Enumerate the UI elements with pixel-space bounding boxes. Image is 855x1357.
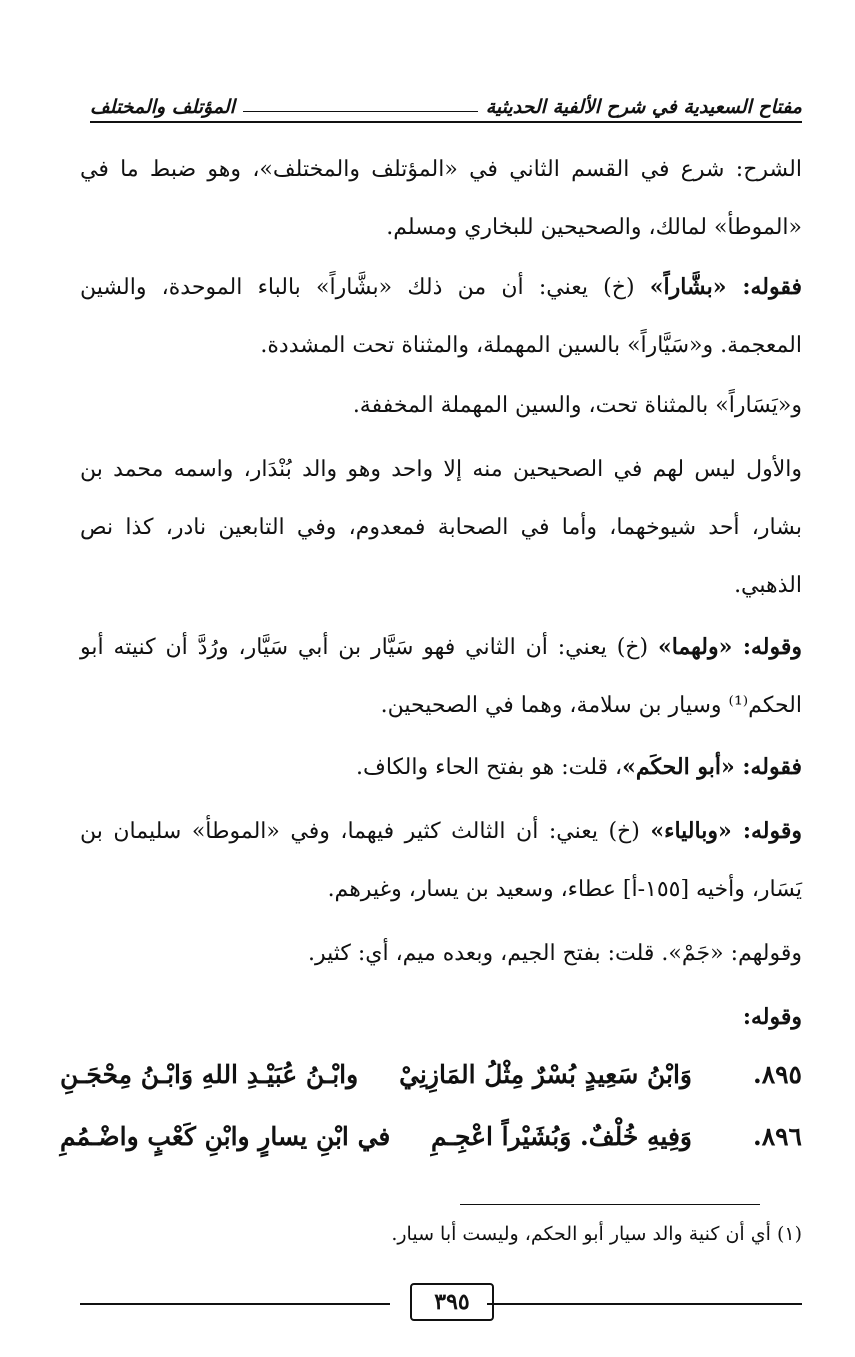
footnote: (١) أي أن كنية والد سيار أبو الحكم، وليست أبا سيار. (391, 1223, 802, 1245)
page-footer (80, 1283, 802, 1323)
section-title: المؤتلف والمختلف (90, 96, 235, 118)
running-header (90, 82, 802, 118)
paragraph-bashar: فقوله: «بشَّاراً» (خ) يعني: أن من ذلك «بشَّاراً» بالباء الموحدة، والشين المعجمة. و«سَيَّاراً» بالسين المهملة، والمثناة تحت المشددة. (80, 274, 802, 358)
paragraph-verse-intro: وقوله: (742, 1004, 802, 1030)
footer-rule-left (80, 1303, 390, 1305)
verse-second-hemistich: في ابْنِ يسارٍ وابْنِ كَعْبٍ واضْـمُمِ (60, 1122, 391, 1151)
verse-second-hemistich: وابْـنُ عُبَيْـدِ اللهِ وَابْـنُ مِحْجَـنِ (60, 1060, 359, 1089)
header-dash-rule (243, 111, 478, 112)
verse-first-hemistich: وَفِيهِ خُلْفٌ. وَبُشَيْراً اعْجِـمِ (431, 1122, 692, 1151)
header-divider (90, 121, 802, 123)
paragraph-first-name: والأول ليس لهم في الصحيحين منه إلا واحد وهو والد بُنْدَار، واسمه محمد بن بشار، أحد شيوخهما، وأما في الصحابة فمعدوم، وفي التابعين نادر، كذا نص الذهبي. (80, 457, 802, 598)
paragraph-commentary-intro: الشرح: شرع في القسم الثاني في «المؤتلف والمختلف»، وهو ضبط ما في «الموطأ» لمالك، والصحيحين للبخاري ومسلم. (80, 157, 802, 240)
verse-895 (60, 1060, 802, 1110)
verse-number: ٨٩٦. (752, 1122, 802, 1151)
footer-rule-right (487, 1303, 802, 1305)
verse-896 (60, 1122, 802, 1172)
paragraph-jam: وقولهم: «جَمْ». قلت: بفتح الجيم، وبعده ميم، أي: كثير. (307, 941, 802, 966)
page-number: ٣٩٥ (410, 1283, 494, 1321)
footnote-separator (460, 1204, 760, 1205)
paragraph-abu-alhakam: فقوله: «أبو الحكَم»، قلت: هو بفتح الحاء والكاف. (356, 754, 802, 780)
paragraph-walahuma: وقوله: «ولهما» (خ) يعني: أن الثاني فهو سَيَّار بن أبي سَيَّار، ورُدَّ أن كنيته أبو الحكم⁽¹⁾ وسيار بن سلامة، وهما في الصحيحين. (80, 634, 802, 718)
book-title: مفتاح السعيدية في شرح الألفية الحديثية (485, 96, 802, 118)
paragraph-bilya: وقوله: «وبالياء» (خ) يعني: أن الثالث كثير فيهما، وفي «الموطأ» سليمان بن يَسَار، وأخيه [١٥٥-أ] عطاء، وسعيد بن يسار، وغيرهم. (80, 818, 803, 902)
paragraph-yasar: و«يَسَاراً» بالمثناة تحت، والسين المهملة المخففة. (352, 393, 802, 418)
verse-number: ٨٩٥. (752, 1060, 802, 1089)
verse-first-hemistich: وَابْنُ سَعِيدٍ بُسْرٌ مِثْلُ المَازِنِيْ (399, 1060, 692, 1089)
